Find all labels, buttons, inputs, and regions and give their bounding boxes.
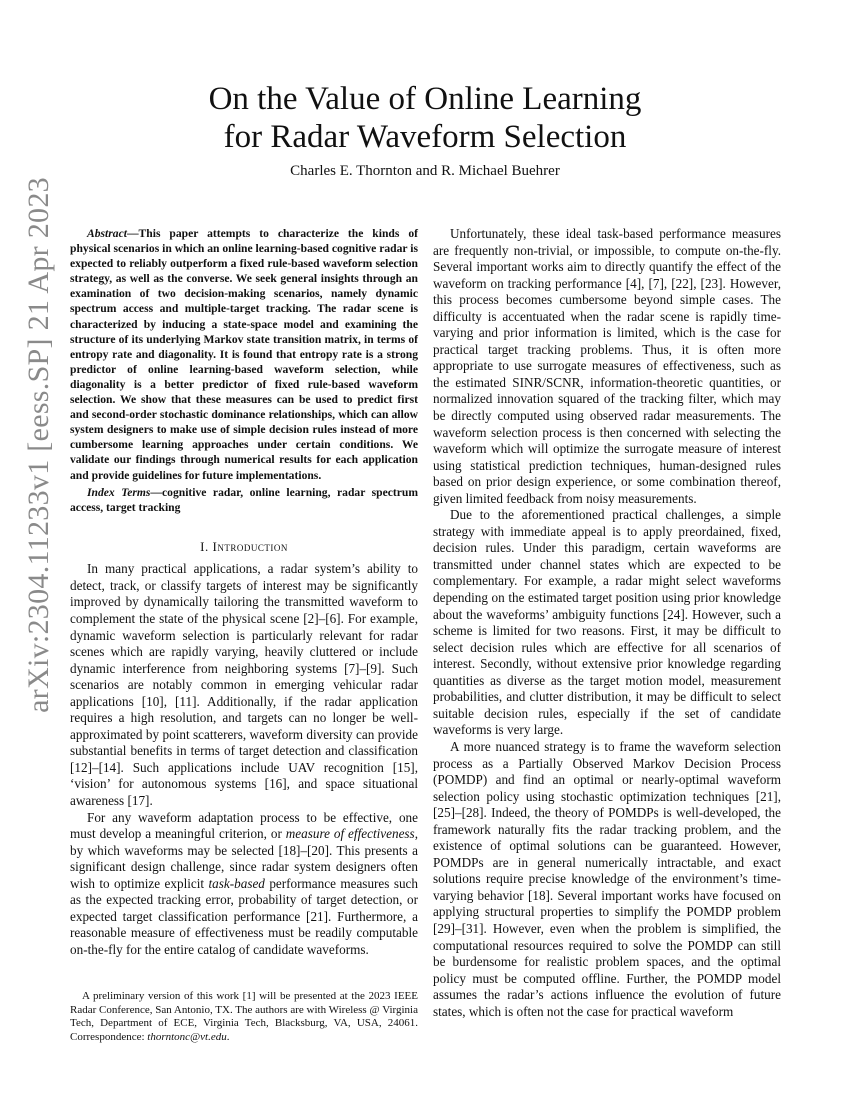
abstract xyxy=(70,226,418,483)
intro-paragraph-2 xyxy=(70,810,418,959)
para2-middle: , by which waveforms may be selected [18]–[20]. This presents a significant design challenge, since radar system designers often wish to optimize explicit xyxy=(70,826,418,891)
section-numeral: I. xyxy=(200,538,213,554)
footnote-end: . xyxy=(226,1030,230,1043)
para2-after: performance measures such as the expected tracking error, probability of target detection, or expected target classification performance [21]. Furthermore, a reasonable measure of effectiveness must be readily computable on-the-fly for the entire catalog of candidate waveforms. xyxy=(70,875,418,957)
para2-em2: task-based xyxy=(208,875,265,891)
abstract-lead: Abstract xyxy=(87,227,127,240)
title-line-2: for Radar Waveform Selection xyxy=(223,119,627,155)
section-heading xyxy=(70,539,418,556)
right-paragraph-3: A more nuanced strategy is to frame the waveform selection process as a Partially Observed Markov Decision Process (POMDP) and find an optimal or nearly-optimal waveform selection policy using stochastic optimization techniques [21], [25]–[28]. Indeed, the theory of POMDPs is well-developed, the framework naturally fits the radar tracking problem, and the existence of optimal solutions can be guaranteed. However, POMDPs are in general numerically intractable, and exact solutions require precise knowledge of the environment’s time-varying behavior [18]. Several important works have focused on applying structural properties to simplify the POMDP problem [29]–[31]. However, even when the problem is simplified, the computational resources required to solve the POMDP can still be burdensome for realistic problem spaces, and the optimal policy must be computed offline. Further, the POMDP model assumes the radar’s actions influence the evolution of future states, which is often not the case for practical waveform xyxy=(433,738,781,1019)
right-paragraph-1: Unfortunately, these ideal task-based performance measures are frequently non-trivial, or impossible, to compute on-the-fly. Several important works aim to directly quantify the effect of the waveform on tracking performance [4], [7], [22], [23]. However, this process becomes cumbersome beyond simple cases. The difficulty is accentuated when the radar scene is rapidly time-varying and prior information is limited, which is the case for practical target tracking problems. Thus, it is often more appropriate to use surrogate measures of effectiveness, such as the estimated SINR/SCNR, information-theoretic quantities, or normalized innovation squared of the tracking filter, which may be directly computed using observed radar measurements. The waveform selection process is then concerned with selecting the waveform which will optimize the surrogate measure of interest using statistical prediction techniques, human-designed rules based on prior design experience, or some combination thereof, given limited feedback from noisy measurements. xyxy=(433,226,781,506)
footnote-email: thorntonc@vt.edu xyxy=(147,1030,227,1043)
arxiv-identifier xyxy=(14,177,64,713)
intro-paragraph-1: In many practical applications, a radar system’s ability to detect, track, or classify targets of interest may be significantly improved by dynamically tailoring the transmitted waveform to complement the state of the physical scene [2]–[6]. For example, dynamic waveform selection is particularly relevant for radar scenes which are rapidly varying, heavily cluttered or include dynamic interference from neighboring systems [7]–[9]. Such scenarios are notably common in emerging vehicular radar applications [10], [11]. Additionally, if the radar application requires a high resolution, and targets can no longer be well-approximated by point scatterers, waveform diversity can provide substantial benefits in terms of target detection and classification [12]–[14]. Such applications include UAV recognition [15], ‘vision’ for autonomous systems [16], and space situational awareness [17]. xyxy=(70,561,418,808)
para2-em1: measure of effectiveness xyxy=(285,826,415,842)
index-terms-lead: Index Terms xyxy=(87,485,151,499)
index-terms-text: —cognitive radar, online learning, radar spectrum access, target tracking xyxy=(70,485,418,514)
title-line-1: On the Value of Online Learning xyxy=(208,81,642,117)
arxiv-identifier-text: arXiv:2304.11233v1 [eess.SP] 21 Apr 2023 xyxy=(22,177,55,713)
para2-before: For any waveform adaptation process to be effective, one must develop a meaningful criterion, or xyxy=(70,809,418,842)
footnote xyxy=(70,990,418,1044)
right-column xyxy=(433,226,781,1020)
left-column xyxy=(70,226,418,958)
abstract-text: —This paper attempts to characterize the kinds of physical scenarios in which an online learning-based cognitive radar is expected to reliably outperform a fixed rule-based waveform selection strategy, as well as the converse. We seek general insights through an examination of two decision-making scenarios, namely dynamic spectrum access and multiple-target tracking. The radar scene is characterized by inducing a state-space model and examining the structure of its underlying Markov state transition matrix, in terms of entropy rate and diagonality. It is found that entropy rate is a strong predictor of online learning-based waveform selection, while diagonality is a better predictor of fixed rule-based waveform selection. We show that these measures can be used to predict first and second-order stochastic dominance relationships, which can allow system designers to make use of simple decision rules instead of more cumbersome learning approaches under certain conditions. We validate our findings through numerical results for each application and provide guidelines for future implementations. xyxy=(70,227,418,482)
footnote-text: A preliminary version of this work [1] will be presented at the 2023 IEEE Radar Conference, San Antonio, TX. The authors are with Wireless @ Virginia Tech, Department of ECE, Virginia Tech, Blacksburg, VA, USA, 24061. Correspondence: xyxy=(70,990,418,1043)
right-paragraph-2: Due to the aforementioned practical challenges, a simple strategy with immediate appeal is to apply preordained, fixed, decision rules. Under this paradigm, certain waveforms are transmitted under channel states which are expected to be complementary. For example, a radar might select waveforms depending on the estimated target position using prior knowledge about the waveforms’ ambiguity functions [24]. However, such a scheme is limited for two reasons. First, it may be difficult to select decision rules which are effective for all scenarios of interest. Secondly, without extensive prior knowledge regarding quantities as diverse as the target motion model, measurement probabilities, and clutter distribution, it may be difficult to select suitable decision rules, especially if the set of candidate waveforms is very large. xyxy=(433,507,781,738)
paper-title xyxy=(120,80,730,156)
section-name: Introduction xyxy=(212,538,288,554)
authors: Charles E. Thornton and R. Michael Buehrer xyxy=(290,163,560,179)
index-terms xyxy=(70,485,418,515)
